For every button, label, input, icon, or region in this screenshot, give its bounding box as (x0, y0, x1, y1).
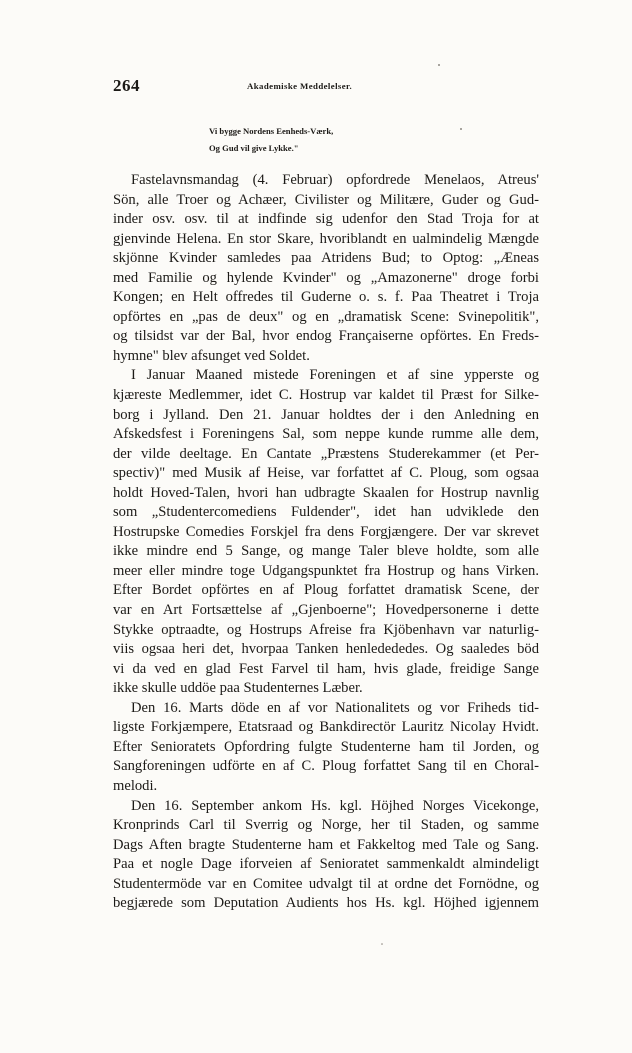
text-line: holdt Hoved-Talen, hvori han udbragte Skaalen for Hostrup navnlig (113, 484, 539, 501)
text-line: begjærede som Deputation Audients hos Hs. kgl. Höjhed igjennem (113, 895, 539, 912)
text-line: hymne" blev afsunget ved Soldet. (113, 347, 310, 364)
text-line: ligste Forkjæmpere, Etatsraad og Bankdirectör Lauritz Nicolay Hvidt. (113, 719, 539, 736)
running-head: Akademiske Meddelelser. (247, 81, 353, 91)
text-line: inder osv. osv. til at indfinde sig udenfor den Stad Troja for at (113, 211, 539, 228)
text-line: kjæreste Medlemmer, idet C. Hostrup var kaldet til Præst for Silke- (113, 387, 539, 404)
poem-line: Og Gud vil give Lykke." (209, 143, 299, 153)
text-line: Stykke optraadte, og Hostrups Afreise fra Kjöbenhavn var naturlig- (113, 621, 539, 638)
text-line: I Januar Maaned mistede Foreningen et af sine ypperste og (131, 367, 539, 384)
text-line: Kongen; en Helt offredes til Guderne o. s. f. Paa Theatret i Troja (113, 289, 539, 306)
text-line: melodi. (113, 777, 158, 794)
body-text (113, 171, 539, 914)
text-line: Den 16. September ankom Hs. kgl. Höjhed Norges Vicekonge, (131, 797, 539, 814)
text-line: der vilde deeltage. En Cantate „Præstens Studerekammer (et Per- (113, 445, 539, 462)
text-line: Efter Bordet opförtes en af Ploug forfattet dramatisk Scene, der (113, 582, 539, 599)
text-line: Studentermöde var en Comitee udvalgt til at ordne det Fornödne, og (113, 875, 539, 892)
text-line: borg i Jylland. Den 21. Januar holdtes der i den Anledning en (113, 406, 539, 423)
text-line: Fastelavnsmandag (4. Februar) opfordrede Menelaos, Atreus' (131, 172, 539, 188)
text-line: og tilsidst var der Bal, hvor endog Françaiserne opförtes. En Freds- (113, 328, 539, 345)
text-line: Hostrupske Comedies Forskjel fra dens Forgjængere. Der var skrevet (113, 523, 539, 540)
text-line: Dags Aften bragte Studenterne ham et Fakkeltog med Tale og Sang. (113, 836, 539, 853)
text-line: skjönne Kvinder samledes paa Atridens Bud; to Optog: „Æneas (113, 250, 539, 267)
text-line: vi da ved en glad Fest Farvel til ham, hvis glade, freidige Sange (113, 660, 539, 677)
text-line: Afskedsfest i Foreningens Sal, som neppe kunde rumme alle dem, (113, 426, 539, 443)
text-line: ikke skulle uddöe paa Studenternes Læber. (113, 680, 363, 697)
text-line: meer eller mindre toge Udgangspunktet fra Hostrup og hans Virken. (113, 562, 539, 579)
ink-speck (381, 943, 383, 945)
text-line: Den 16. Marts döde en af vor Nationalitets og vor Friheds tid- (131, 699, 539, 716)
text-line: Sön, alle Troer og Achæer, Civilister og Militære, Guder og Gud- (113, 191, 539, 208)
text-line: opförtes en „pas de deux" og en „dramatisk Scene: Svinepolitik", (113, 308, 539, 325)
text-line: med Familie og hylende Kvinder" og „Amazonerne" droge forbi (113, 269, 539, 286)
text-line: spectiv)" med Musik af Heise, var forfattet af C. Ploug, som ogsaa (113, 465, 539, 482)
text-line: var en Art Fortsættelse af „Gjenboerne"; Hovedpersonerne i dette (113, 602, 539, 619)
text-line: Efter Senioratets Opfordring fulgte Studenterne ham til Jorden, og (113, 738, 539, 755)
ink-speck (460, 128, 462, 130)
ink-speck (438, 64, 440, 66)
text-line: ikke mindre end 5 Sange, og mange Taler bleve holdte, som alle (113, 543, 539, 560)
text-line: Paa et nogle Dage iforveien af Senioratet sammenkaldt almindeligt (113, 856, 539, 873)
text-line: som „Studentercomediens Fuldender", idet han udviklede den (113, 504, 539, 521)
text-line: gjenvinde Helena. En stor Skare, hvoriblandt en ualmindelig Mængde (113, 230, 539, 247)
page-number: 264 (113, 76, 140, 95)
text-line: viis ogsaa heri det, hvorpaa Tanken henledededes. Og saaledes böd (113, 641, 539, 658)
text-line: Sangforeningen udförte en af C. Ploug forfattet Sang til en Choral- (113, 758, 539, 775)
poem-line: Vi bygge Nordens Eenheds-Værk, (209, 126, 334, 136)
text-line: Kronprinds Carl til Sverrig og Norge, her til Staden, og samme (113, 817, 539, 834)
